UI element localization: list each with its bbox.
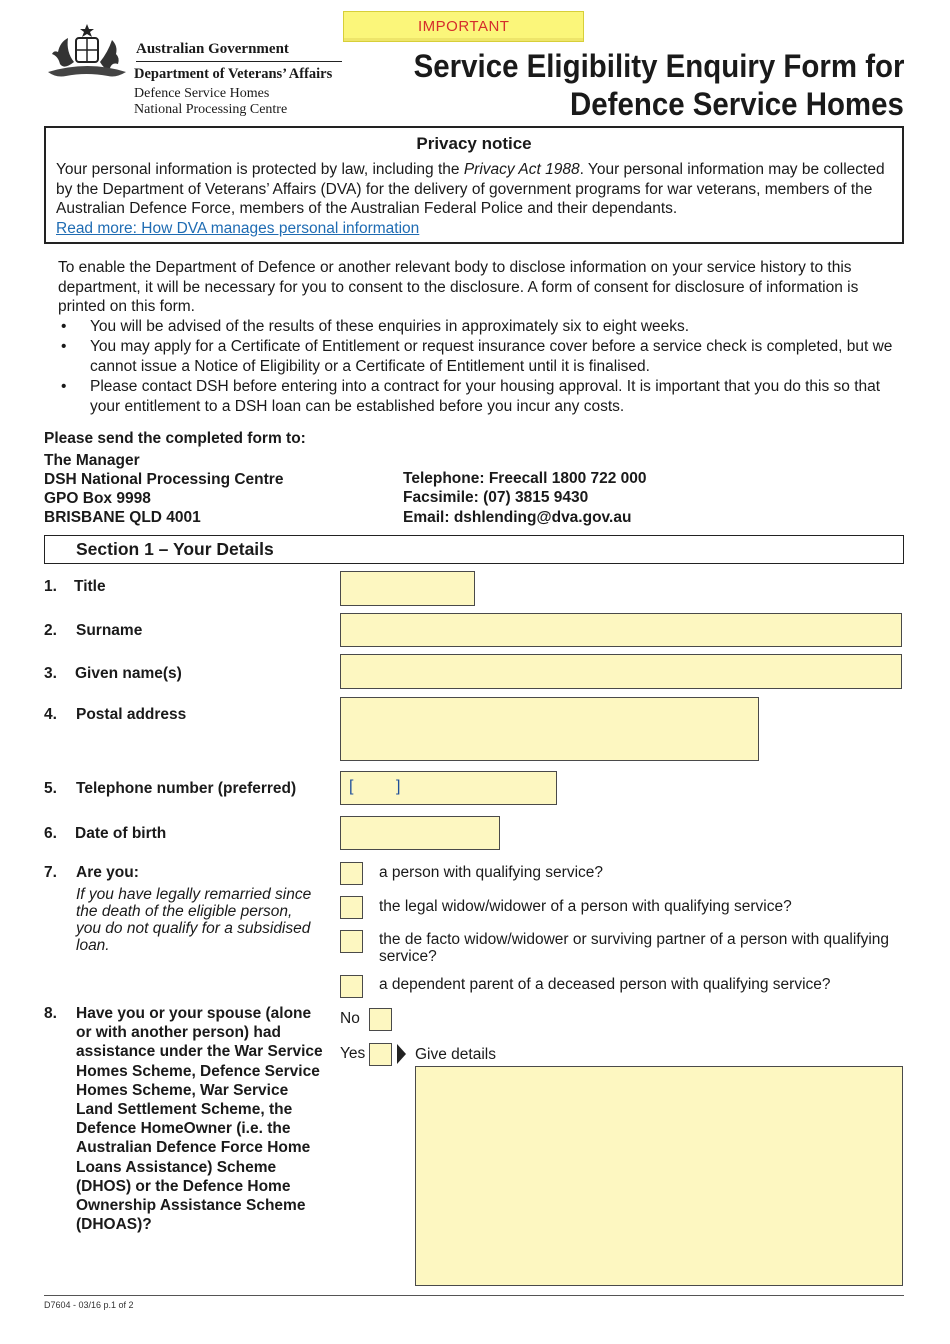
q8-number: 8. <box>44 1005 57 1022</box>
q4-label: Postal address <box>76 706 187 723</box>
address-line-3: GPO Box 9998 <box>44 490 151 507</box>
q1-label: Title <box>74 578 106 595</box>
contact-email: Email: dshlending@dva.gov.au <box>403 509 632 526</box>
bullet-dot: • <box>61 378 67 395</box>
page-title-line1: Service Eligibility Enquiry Form for <box>413 48 904 84</box>
q5-number: 5. <box>44 780 57 797</box>
q8-yes-checkbox[interactable] <box>369 1043 392 1066</box>
unit-centre: National Processing Centre <box>134 102 288 117</box>
q7-option-2: the legal widow/widower of a person with qualifying service? <box>379 898 792 915</box>
contact-telephone: Telephone: Freecall 1800 722 000 <box>403 470 647 487</box>
area-code-close-bracket: ] <box>396 778 401 795</box>
page-title-line2: Defence Service Homes <box>570 86 904 122</box>
q6-number: 6. <box>44 825 57 842</box>
q7-number: 7. <box>44 864 57 881</box>
q7-label: Are you: <box>76 864 139 881</box>
title-input[interactable] <box>340 571 475 606</box>
address-line-2: DSH National Processing Centre <box>44 471 284 488</box>
bullet-dot: • <box>61 338 67 355</box>
dependent-parent-checkbox[interactable] <box>340 975 363 998</box>
bullet-dot: • <box>61 318 67 335</box>
postal-address-input[interactable] <box>340 697 759 761</box>
privacy-text-a: Your personal information is protected by law, including the <box>56 161 464 178</box>
date-of-birth-input[interactable] <box>340 816 500 850</box>
arrow-right-icon <box>397 1044 406 1064</box>
bullet-3: Please contact DSH before entering into a contract for your housing approval. It is important that you do this so that your entitlement to a DSH loan can be established before you incur any costs. <box>90 378 881 415</box>
q3-number: 3. <box>44 665 57 682</box>
privacy-heading: Privacy notice <box>416 134 532 153</box>
agency-rule <box>136 61 342 62</box>
q2-number: 2. <box>44 622 57 639</box>
q7-option-4: a dependent parent of a deceased person with qualifying service? <box>379 976 831 993</box>
q8-no-checkbox[interactable] <box>369 1008 392 1031</box>
form-code: D7604 - 03/16 p.1 of 2 <box>44 1300 134 1310</box>
address-line-1: The Manager <box>44 452 140 469</box>
q2-label: Surname <box>76 622 143 639</box>
qualifying-service-checkbox[interactable] <box>340 862 363 885</box>
area-code-open-bracket: [ <box>349 778 354 795</box>
address-line-4: BRISBANE QLD 4001 <box>44 509 201 526</box>
important-badge: IMPORTANT <box>343 11 584 42</box>
q5-label: Telephone number (preferred) <box>76 780 297 797</box>
q8-label: Have you or your spouse (alone or with another person) had assistance under the War Service Homes Scheme, Defence Service Homes Scheme, War Service Land Settlement Scheme, the Defence HomeOwner (i.e. the Australian Defence Force Home Loans Assistance) Scheme (DHOS) or the Defence Home Ownership Assistance Scheme (DHOAS)? <box>76 1005 323 1234</box>
q7-option-1: a person with qualifying service? <box>379 864 604 881</box>
q3-label: Given name(s) <box>75 665 182 682</box>
contact-facsimile: Facsimile: (07) 3815 9430 <box>403 489 589 506</box>
surname-input[interactable] <box>340 613 902 647</box>
privacy-read-more-link[interactable]: Read more: How DVA manages personal information <box>56 219 420 237</box>
q1-number: 1. <box>44 578 57 595</box>
de-facto-widow-checkbox[interactable] <box>340 930 363 953</box>
q4-number: 4. <box>44 706 57 723</box>
q8-yes-label: Yes <box>340 1045 366 1062</box>
agency-name: Australian Government <box>136 41 289 57</box>
section-1-heading: Section 1 – Your Details <box>44 535 904 564</box>
privacy-text <box>56 160 892 238</box>
given-names-input[interactable] <box>340 654 902 689</box>
privacy-text-b: . Your personal information may be collected by the Department of Veterans’ Affairs (DVA) for the delivery of government programs for war veterans, members of the Australian Defence Force, members of the Australian Federal Police and their dependants. <box>56 161 885 217</box>
privacy-act: Privacy Act 1988 <box>463 161 580 178</box>
unit-name: Defence Service Homes <box>134 86 270 101</box>
gov-logo <box>44 22 130 86</box>
legal-widow-checkbox[interactable] <box>340 896 363 919</box>
q7-hint: If you have legally remarried since the death of the eligible person, you do not qualify for a subsidised loan. <box>76 886 312 954</box>
q7-option-3: the de facto widow/widower or surviving partner of a person with qualifying service? <box>379 931 890 965</box>
telephone-input[interactable] <box>340 771 557 805</box>
footer-divider <box>44 1295 904 1296</box>
q6-label: Date of birth <box>75 825 167 842</box>
intro-paragraph: To enable the Department of Defence or another relevant body to disclose information on your service history to this department, it will be necessary for you to consent to the disclosure. A form of consent for disclosure of information is printed on this form. <box>58 259 859 315</box>
department-name: Department of Veterans’ Affairs <box>134 66 333 82</box>
bullet-2: You may apply for a Certificate of Entitlement or request insurance cover before a service check is completed, but we cannot issue a Notice of Eligibility or a Certificate of Entitlement until it is finalised. <box>90 338 893 375</box>
q8-no-label: No <box>340 1010 360 1027</box>
assistance-details-input[interactable] <box>415 1066 903 1286</box>
privacy-notice <box>44 126 904 244</box>
give-details-label: Give details <box>415 1046 496 1063</box>
coat-of-arms-icon <box>44 22 130 86</box>
bullet-1: You will be advised of the results of these enquiries in approximately six to eight weeks. <box>90 318 690 335</box>
send-heading: Please send the completed form to: <box>44 430 306 447</box>
